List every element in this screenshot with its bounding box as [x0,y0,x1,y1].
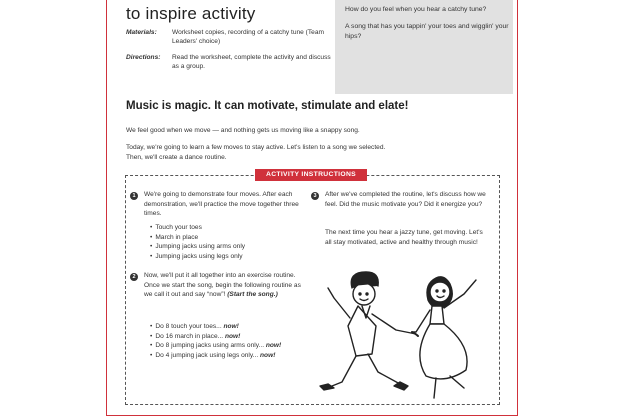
list-item: • Do 4 jumping jack using legs only... now! [150,351,281,361]
step-2-list [150,322,281,360]
header-panel [113,0,331,94]
list-item: • Touch your toes [150,223,245,233]
header-area [113,0,513,94]
step-3-text: After we've completed the routine, let's discuss how we feel. Did the music motivate you? Did it energize you? [325,191,486,208]
list-item: • Do 16 march in place... now! [150,332,281,342]
step-1-list [150,223,245,261]
materials-label: Materials: [126,29,157,36]
question-2: A song that has you tappin' your toes and wigglin' your hips? [345,23,509,40]
questions-panel [335,0,513,94]
intro-paragraph-2b: Then, we'll create a dance routine. [126,153,227,161]
activity-banner: ACTIVITY INSTRUCTIONS [255,169,367,181]
intro-paragraph-1: We feel good when we move — and nothing gets us moving like a snappy song. [126,127,360,134]
list-item: • Jumping jacks using arms only [150,242,245,252]
step-3-text-2: The next time you hear a jazzy tune, get moving. Let's all stay motivated, active and healthy through music! [325,229,483,246]
start-song-note: (Start the song.) [227,291,278,298]
step-1-number: 1 [130,192,138,200]
list-item: • March in place [150,233,245,243]
directions-label: Directions: [126,54,161,61]
materials-value: Worksheet copies, recording of a catchy tune (Team Leaders' choice) [172,29,324,45]
question-1: How do you feel when you hear a catchy tune? [345,6,487,13]
step-2-number: 2 [130,273,138,281]
directions-value: Read the worksheet, complete the activity and discuss as a group. [172,54,331,70]
step-3-number: 3 [311,192,319,200]
list-item: • Do 8 jumping jacks using arms only... now! [150,341,281,351]
page-title: to inspire activity [126,4,256,23]
step-1-text: We're going to demonstrate four moves. After each demonstration, we'll practice the move together three times. [144,191,299,217]
intro-headline: Music is magic. It can motivate, stimulate and elate! [126,100,409,112]
list-item: • Do 8 touch your toes... now! [150,322,281,332]
step-2-text: Now, we'll put it all together into an exercise routine. Once we start the song, begin the following routine as we call it out and say “now”! (Start the song.) [144,272,301,298]
dancers-illustration [300,262,500,402]
intro-paragraph-2a: Today, we're going to learn a few moves to stay active. Let's listen to a song we selected. [126,144,386,151]
list-item: • Jumping jacks using legs only [150,252,245,262]
